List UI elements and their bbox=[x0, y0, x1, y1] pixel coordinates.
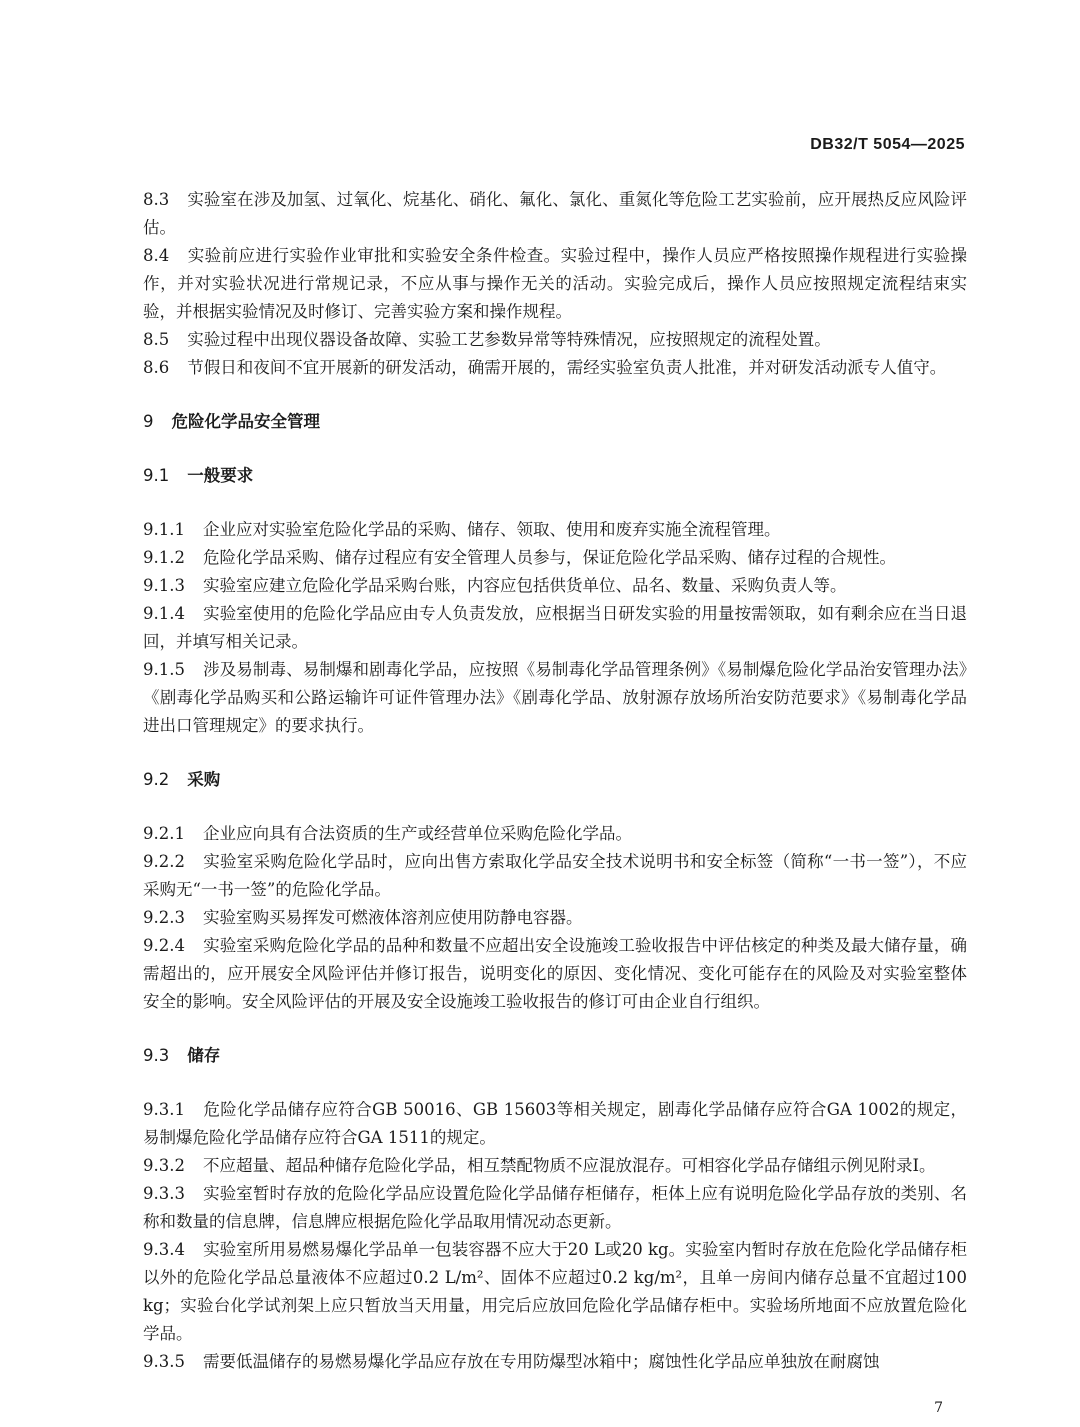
clause bbox=[143, 600, 967, 656]
clause-number: 9.2.3 bbox=[143, 908, 185, 927]
clause bbox=[143, 572, 967, 600]
page-number: 7 bbox=[934, 1400, 943, 1416]
section-heading bbox=[143, 766, 967, 794]
clause-text: 危险化学品采购、储存过程应有安全管理人员参与，保证危险化学品采购、储存过程的合规性。 bbox=[202, 548, 896, 567]
clause-number: 9.2.4 bbox=[143, 936, 185, 955]
section-number: 9 bbox=[143, 412, 154, 431]
document-body bbox=[143, 186, 967, 1376]
clause bbox=[143, 1236, 967, 1348]
clause bbox=[143, 242, 967, 326]
section-title: 储存 bbox=[187, 1046, 221, 1065]
section-title: 一般要求 bbox=[187, 466, 254, 485]
clause-text: 实验室使用的危险化学品应由专人负责发放，应根据当日研发实验的用量按需领取，如有剩余应在当日退回，并填写相关记录。 bbox=[143, 604, 967, 651]
clause-text: 实验过程中出现仪器设备故障、实验工艺参数异常等特殊情况，应按照规定的流程处置。 bbox=[187, 330, 831, 349]
section-heading bbox=[143, 462, 967, 490]
clause-text: 需要低温储存的易燃易爆化学品应存放在专用防爆型冰箱中；腐蚀性化学品应单独放在耐腐蚀 bbox=[202, 1352, 880, 1371]
clause bbox=[143, 1180, 967, 1236]
section-number: 9.1 bbox=[143, 466, 170, 485]
section-heading bbox=[143, 1042, 967, 1070]
clause-text: 实验室采购危险化学品的品种和数量不应超出安全设施竣工验收报告中评估核定的种类及最大储存量，确需超出的，应开展安全风险评估并修订报告，说明变化的原因、变化情况、变化可能存在的风险及对实验室整体安全的影响。安全风险评估的开展及安全设施竣工验收报告的修订可由企业自行组织。 bbox=[143, 936, 967, 1011]
clause-text: 节假日和夜间不宜开展新的研发活动，确需开展的，需经实验室负责人批准，并对研发活动派专人值守。 bbox=[187, 358, 947, 377]
clause-text: 实验室所用易燃易爆化学品单一包装容器不应大于20 L或20 kg。实验室内暂时存放在危险化学品储存柜以外的危险化学品总量液体不应超过0.2 L/m²、固体不应超过0.2 kg/m²，且单一房间内储存总量不宜超过100 kg；实验台化学试剂架上应只暂放当天用量，用完后应放回危险化学品储存柜中。实验场所地面不应放置危险化学品。 bbox=[143, 1240, 967, 1343]
clause-text: 不应超量、超品种储存危险化学品，相互禁配物质不应混放混存。可相容化学品存储组示例见附录I。 bbox=[202, 1156, 936, 1175]
clause-text: 实验室应建立危险化学品采购台账，内容应包括供货单位、品名、数量、采购负责人等。 bbox=[202, 576, 847, 595]
clause-number: 9.3.4 bbox=[143, 1240, 185, 1259]
clause-number: 8.6 bbox=[143, 358, 170, 377]
clause bbox=[143, 1348, 967, 1376]
clause-number: 9.1.1 bbox=[143, 520, 185, 539]
clause-number: 9.1.4 bbox=[143, 604, 185, 623]
clause bbox=[143, 516, 967, 544]
clause bbox=[143, 1096, 967, 1152]
clause bbox=[143, 848, 967, 904]
section-title: 采购 bbox=[187, 770, 221, 789]
clause-text: 实验室采购危险化学品时，应向出售方索取化学品安全技术说明书和安全标签（简称“一书一签”），不应采购无“一书一签”的危险化学品。 bbox=[143, 852, 967, 899]
section-number: 9.2 bbox=[143, 770, 170, 789]
clause-number: 9.3.5 bbox=[143, 1352, 185, 1371]
clause bbox=[143, 820, 967, 848]
clause bbox=[143, 932, 967, 1016]
clause-text: 实验室在涉及加氢、过氧化、烷基化、硝化、氟化、氯化、重氮化等危险工艺实验前，应开展热反应风险评估。 bbox=[143, 190, 967, 237]
clause-text: 实验前应进行实验作业审批和实验安全条件检查。实验过程中，操作人员应严格按照操作规程进行实验操作，并对实验状况进行常规记录，不应从事与操作无关的活动。实验完成后，操作人员应按照规定流程结束实验，并根据实验情况及时修订、完善实验方案和操作规程。 bbox=[143, 246, 967, 321]
clause bbox=[143, 544, 967, 572]
clause bbox=[143, 186, 967, 242]
clause bbox=[143, 354, 967, 382]
section-heading bbox=[143, 408, 967, 436]
clause-number: 8.4 bbox=[143, 246, 170, 265]
clause-number: 8.5 bbox=[143, 330, 170, 349]
clause-text: 实验室购买易挥发可燃液体溶剂应使用防静电容器。 bbox=[202, 908, 583, 927]
clause bbox=[143, 656, 967, 740]
clause-text: 涉及易制毒、易制爆和剧毒化学品，应按照《易制毒化学品管理条例》《易制爆危险化学品治安管理办法》《剧毒化学品购买和公路运输许可证件管理办法》《剧毒化学品、放射源存放场所治安防范要求》《易制毒化学品进出口管理规定》的要求执行。 bbox=[143, 660, 967, 735]
clause-text: 实验室暂时存放的危险化学品应设置危险化学品储存柜储存，柜体上应有说明危险化学品存放的类别、名称和数量的信息牌，信息牌应根据危险化学品取用情况动态更新。 bbox=[143, 1184, 967, 1231]
clause-text: 危险化学品储存应符合GB 50016、GB 15603等相关规定，剧毒化学品储存应符合GA 1002的规定，易制爆危险化学品储存应符合GA 1511的规定。 bbox=[143, 1100, 967, 1147]
clause-text: 企业应对实验室危险化学品的采购、储存、领取、使用和废弃实施全流程管理。 bbox=[202, 520, 781, 539]
section-title: 危险化学品安全管理 bbox=[171, 412, 320, 431]
clause-number: 9.2.2 bbox=[143, 852, 185, 871]
clause-number: 9.3.1 bbox=[143, 1100, 185, 1119]
clause bbox=[143, 326, 967, 354]
standard-code: DB32/T 5054—2025 bbox=[810, 136, 965, 153]
clause-number: 8.3 bbox=[143, 190, 170, 209]
clause-number: 9.1.2 bbox=[143, 548, 185, 567]
clause-number: 9.1.3 bbox=[143, 576, 185, 595]
clause bbox=[143, 1152, 967, 1180]
clause-text: 企业应向具有合法资质的生产或经营单位采购危险化学品。 bbox=[202, 824, 632, 843]
clause-number: 9.3.2 bbox=[143, 1156, 185, 1175]
clause bbox=[143, 904, 967, 932]
clause-number: 9.3.3 bbox=[143, 1184, 185, 1203]
clause-number: 9.2.1 bbox=[143, 824, 185, 843]
clause-number: 9.1.5 bbox=[143, 660, 185, 679]
section-number: 9.3 bbox=[143, 1046, 170, 1065]
